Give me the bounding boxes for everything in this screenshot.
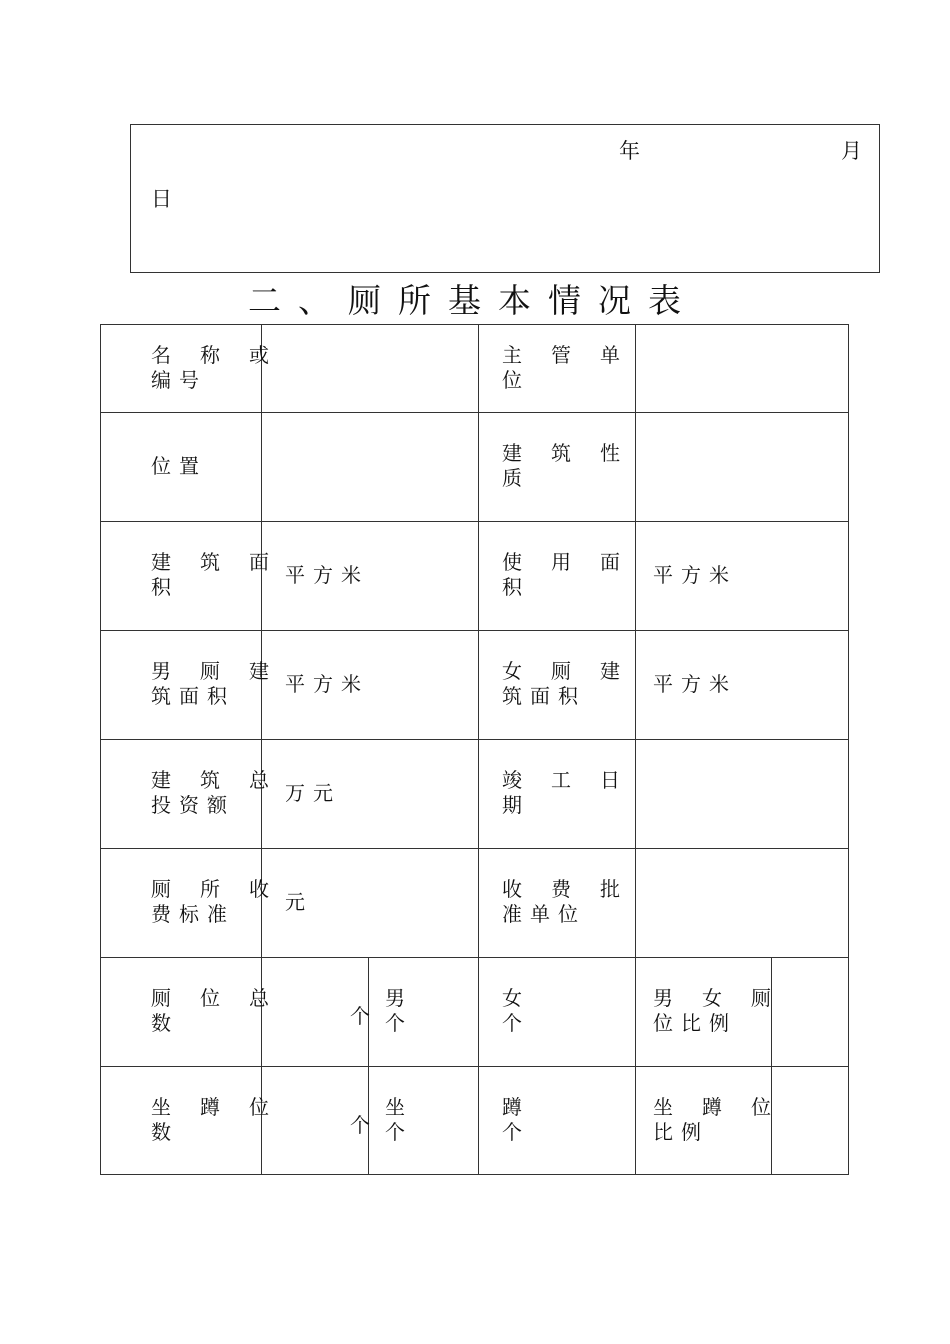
date-box	[130, 124, 880, 273]
sit-stalls-label: 坐 个	[385, 1095, 413, 1144]
row-divider	[101, 630, 848, 631]
sit-squat-count-unit: 个	[350, 1113, 378, 1137]
building-nature-label: 建筑性 质	[502, 441, 620, 490]
male-stalls-label: 男 个	[385, 986, 413, 1035]
date-year-label: 年	[619, 139, 640, 163]
column-divider	[635, 325, 636, 1174]
column-divider	[261, 325, 262, 1174]
row-divider	[101, 1066, 848, 1067]
supervising-unit-label: 主管单 位	[502, 343, 620, 392]
page-title: 二、厕所基本情况表	[248, 281, 698, 320]
location-label: 位置	[151, 454, 207, 478]
row-divider	[101, 521, 848, 522]
column-divider	[368, 957, 369, 1174]
total-investment-label: 建筑总 投资额	[151, 768, 269, 817]
fee-standard-unit: 元	[285, 890, 313, 914]
row-divider	[101, 739, 848, 740]
toilet-info-table	[100, 324, 849, 1175]
squat-stalls-label: 蹲 个	[502, 1095, 530, 1144]
usable-area-label: 使用面 积	[502, 550, 620, 599]
female-stalls-label: 女 个	[502, 986, 530, 1035]
fee-standard-label: 厕所收 费标准	[151, 877, 269, 926]
date-month-label: 月	[841, 139, 862, 163]
row-divider	[101, 957, 848, 958]
name-or-number-label: 名称或 编号	[151, 343, 269, 392]
total-stalls-label: 厕位总 数	[151, 986, 269, 1035]
row-divider	[101, 412, 848, 413]
column-divider	[771, 957, 772, 1174]
female-area-label: 女厕建 筑面积	[502, 659, 620, 708]
date-day-label: 日	[151, 187, 172, 211]
usable-area-unit: 平方米	[653, 563, 737, 587]
male-female-ratio-label: 男女厕 位比例	[653, 986, 771, 1035]
male-area-label: 男厕建 筑面积	[151, 659, 269, 708]
completion-date-label: 竣工日 期	[502, 768, 620, 817]
fee-approval-unit-label: 收费批 准单位	[502, 877, 620, 926]
sit-squat-ratio-label: 坐蹲位 比例	[653, 1095, 771, 1144]
building-area-unit: 平方米	[285, 563, 369, 587]
row-divider	[101, 848, 848, 849]
male-area-unit: 平方米	[285, 672, 369, 696]
sit-squat-count-label: 坐蹲位 数	[151, 1095, 269, 1144]
building-area-label: 建筑面 积	[151, 550, 269, 599]
female-area-unit: 平方米	[653, 672, 737, 696]
column-divider	[478, 325, 479, 1174]
total-stalls-unit: 个	[350, 1004, 378, 1028]
total-investment-unit: 万元	[285, 781, 341, 805]
